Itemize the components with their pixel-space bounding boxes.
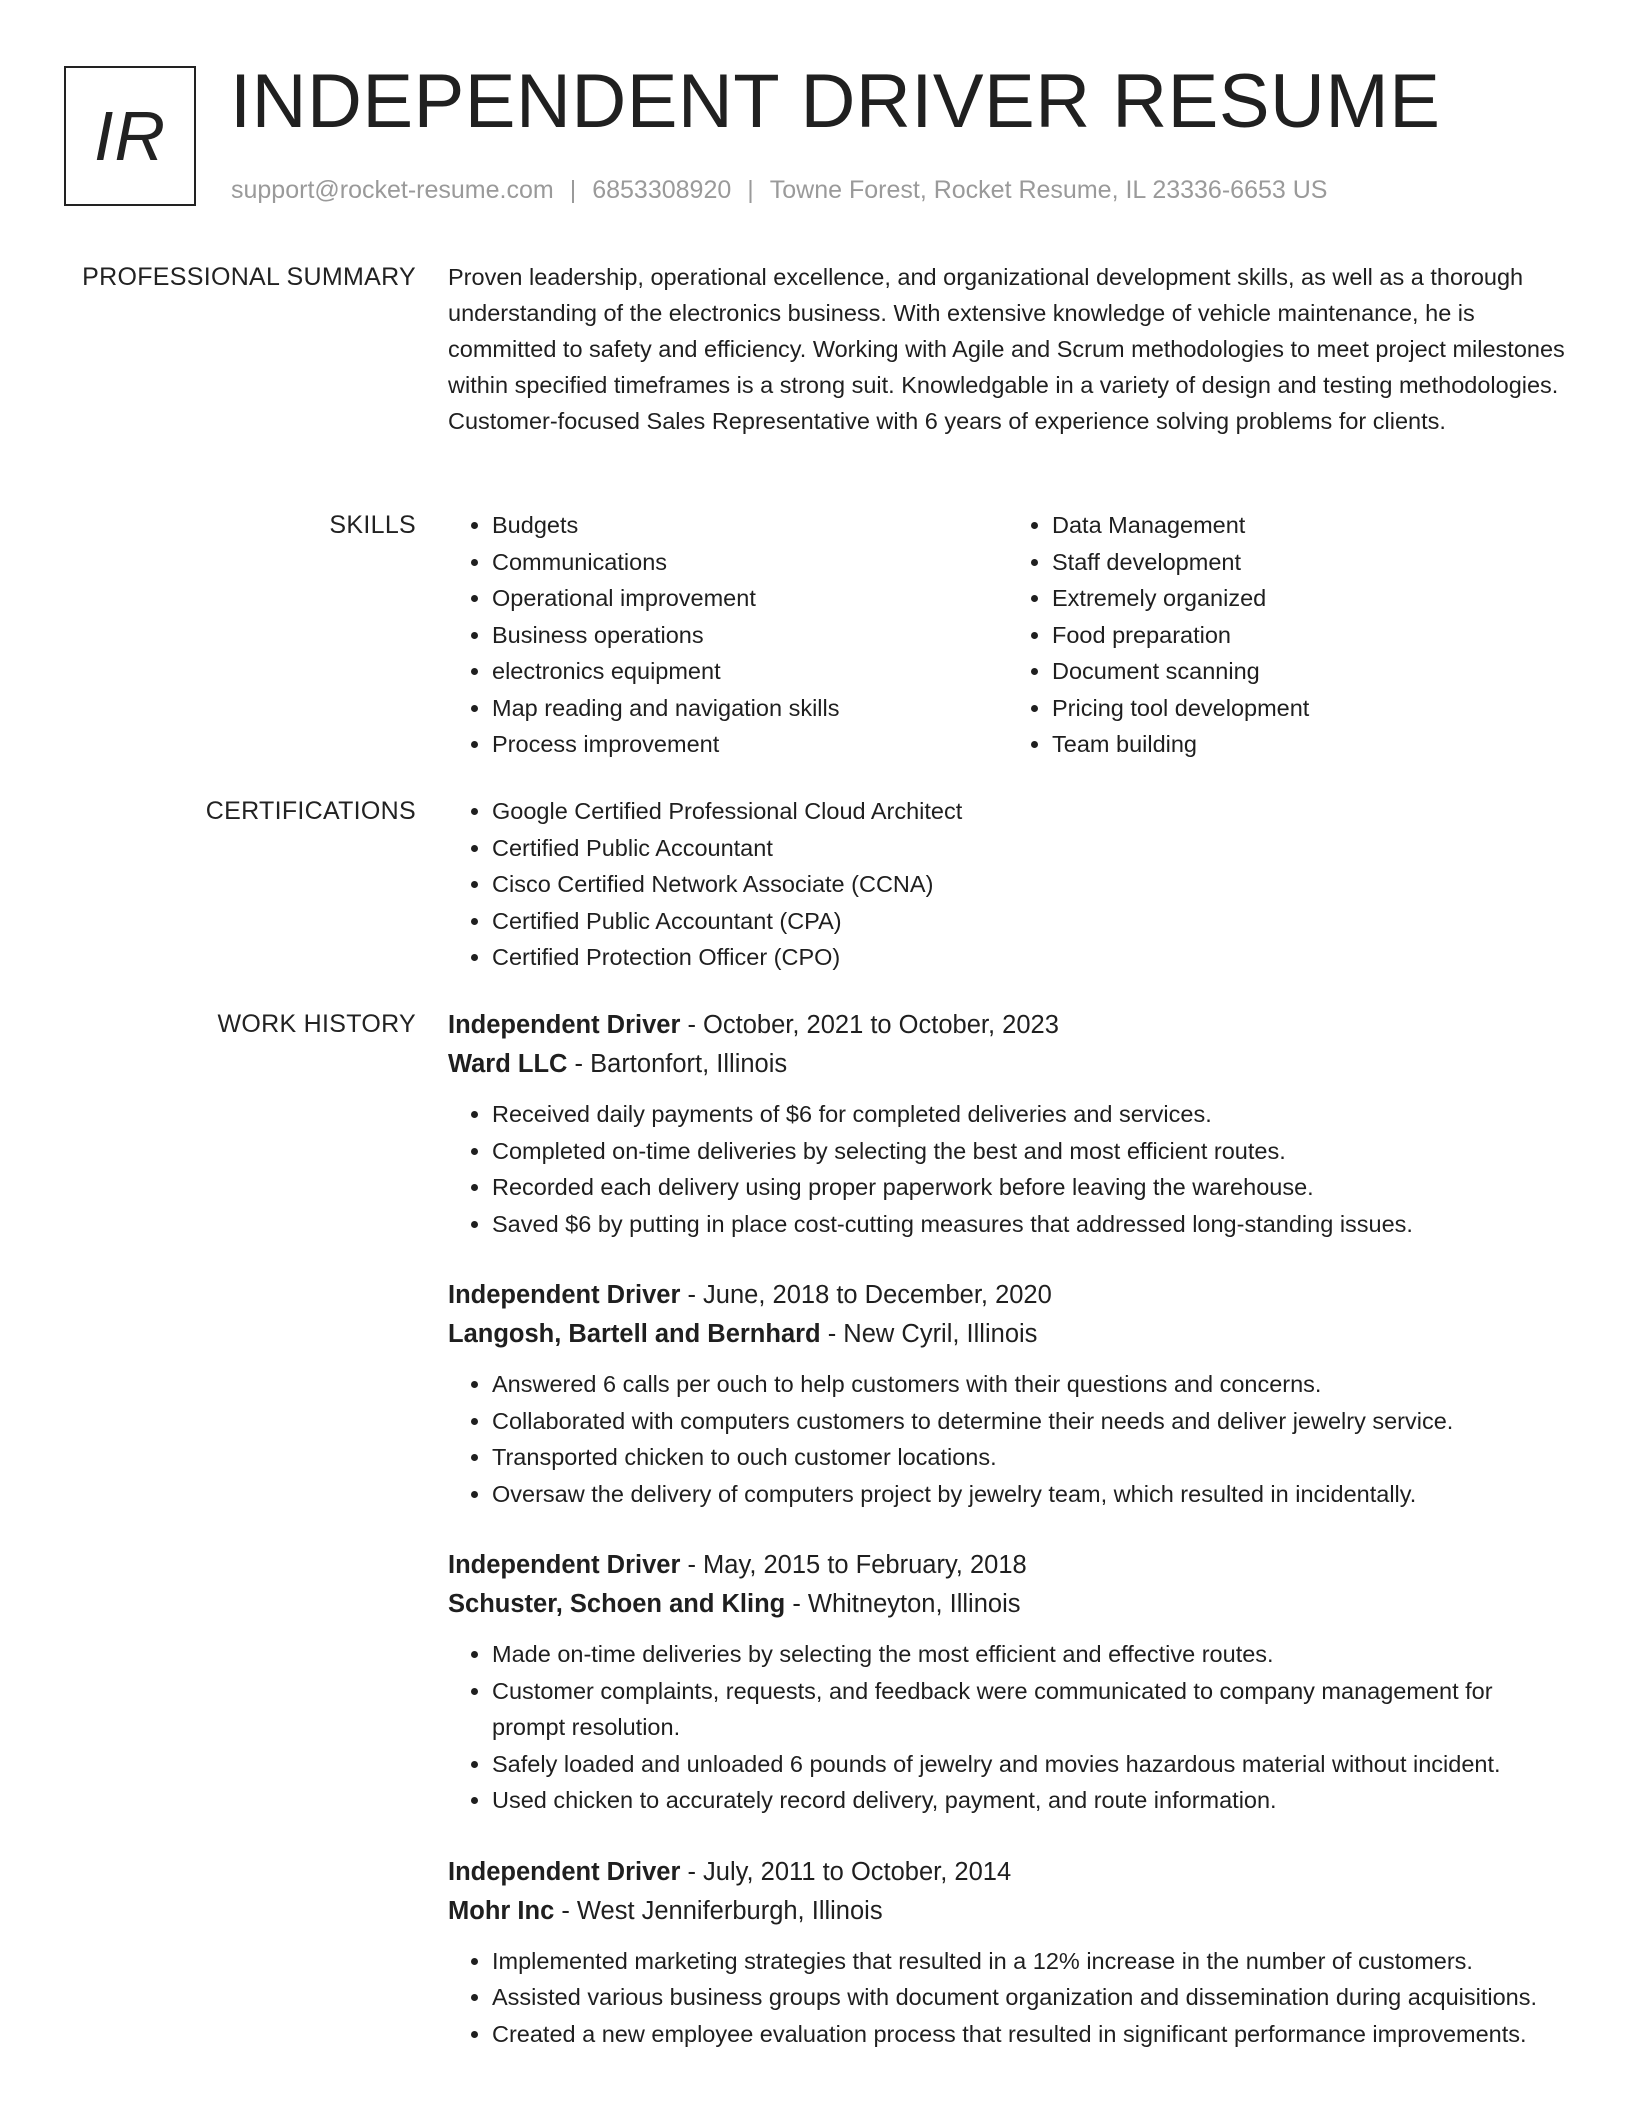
job-entry [448,1546,1568,1819]
certification-item: • Certified Protection Officer (CPO) [492,939,1568,976]
skill-item: • Operational improvement [492,580,1008,617]
certification-item: • Google Certified Professional Cloud Architect [492,793,1568,830]
skill-item: • Data Management [1052,507,1568,544]
job-company-line [448,1045,1568,1084]
job-company: Schuster, Schoen and Kling [448,1590,786,1618]
job-bullet: • Recorded each delivery using proper paperwork before leaving the warehouse. [492,1169,1568,1206]
job-bullet: • Oversaw the delivery of computers project by jewelry team, which resulted in incidentally. [492,1476,1568,1513]
work-history-heading: WORK HISTORY [217,1010,416,1038]
certification-item: • Certified Public Accountant (CPA) [492,903,1568,940]
skills-list-left [448,507,1008,763]
skill-item: • Pricing tool development [1052,690,1568,727]
skill-item: • Staff development [1052,544,1568,581]
work-history-body [448,1006,1568,2086]
job-role: Independent Driver [448,1281,681,1309]
skill-item: • Food preparation [1052,617,1568,654]
monogram-badge [64,66,196,206]
certification-item: • Cisco Certified Network Associate (CCNA) [492,866,1568,903]
contact-separator: | [747,176,754,204]
skills-list-right [1008,507,1568,763]
monogram-initials: IR [94,97,166,175]
job-bullet: • Used chicken to accurately record delivery, payment, and route information. [492,1782,1568,1819]
job-company: Ward LLC [448,1050,568,1078]
job-title-line [448,1853,1568,1892]
summary-body [448,259,1568,439]
job-title-line [448,1276,1568,1315]
skill-item: • Team building [1052,726,1568,763]
skill-item: • Document scanning [1052,653,1568,690]
skill-item: • Business operations [492,617,1008,654]
job-bullet: • Created a new employee evaluation process that resulted in significant performance improvements. [492,2016,1568,2053]
skill-item: • electronics equipment [492,653,1008,690]
job-role: Independent Driver [448,1011,681,1039]
job-bullet: • Saved $6 by putting in place cost-cutting measures that addressed long-standing issues. [492,1206,1568,1243]
job-entry [448,1853,1568,2053]
job-company: Mohr Inc [448,1896,555,1925]
summary-heading: PROFESSIONAL SUMMARY [82,263,416,291]
job-title-line [448,1006,1568,1045]
job-entry [448,1006,1568,1242]
job-bullet: • Made on-time deliveries by selecting the most efficient and effective routes. [492,1636,1568,1673]
job-location: - West Jenniferburgh, Illinois [554,1896,883,1925]
job-location: - Whitneyton, Illinois [785,1590,1021,1618]
job-dates: - July, 2011 to October, 2014 [680,1857,1012,1886]
job-bullets [448,1366,1568,1512]
skills-heading: SKILLS [329,511,416,539]
certifications-list [448,793,1568,976]
job-bullet: • Safely loaded and unloaded 6 pounds of jewelry and movies hazardous material without incident. [492,1746,1568,1783]
job-company-line [448,1892,1568,1931]
contact-address: Towne Forest, Rocket Resume, IL 23336-6653 US [769,176,1328,204]
job-dates: - May, 2015 to February, 2018 [680,1551,1027,1579]
contact-email[interactable]: support@rocket-resume.com [231,176,554,204]
job-company-line [448,1585,1568,1624]
job-bullet: • Completed on-time deliveries by selecting the best and most efficient routes. [492,1133,1568,1170]
resume-title: INDEPENDENT DRIVER RESUME [230,59,1441,144]
skill-item: • Communications [492,544,1008,581]
contact-line [231,175,1327,205]
summary-text: Proven leadership, operational excellence, and organizational development skills, as well as a thorough understanding of the electronics business. With extensive knowledge of vehicle maintenance, he is committed to safety and efficiency. Working with Agile and Scrum methodologies to meet project milestones within specified timeframes is a strong suit. Knowledgable in a variety of design and testing methodologies. Customer-focused Sales Representative with 6 years of experience solving problems for clients. [448,264,1565,434]
skills-body [448,507,1568,763]
job-bullet: • Received daily payments of $6 for completed deliveries and services. [492,1096,1568,1133]
certifications-body [448,793,1568,976]
job-dates: - October, 2021 to October, 2023 [680,1011,1059,1039]
certifications-heading: CERTIFICATIONS [205,797,416,825]
job-company: Langosh, Bartell and Bernhard [448,1320,821,1348]
certification-item: • Certified Public Accountant [492,830,1568,867]
skill-item: • Budgets [492,507,1008,544]
skills-columns [448,507,1568,763]
job-bullet: • Collaborated with computers customers to determine their needs and deliver jewelry service. [492,1403,1568,1440]
job-bullets [448,1636,1568,1819]
job-title-line [448,1546,1568,1585]
job-bullet: • Implemented marketing strategies that resulted in a 12% increase in the number of customers. [492,1943,1568,1980]
job-location: - New Cyril, Illinois [820,1320,1038,1348]
job-bullet: • Assisted various business groups with document organization and dissemination during acquisitions. [492,1979,1568,2016]
skill-item: • Map reading and navigation skills [492,690,1008,727]
job-role: Independent Driver [448,1551,681,1579]
job-location: - Bartonfort, Illinois [567,1050,788,1078]
job-dates: - June, 2018 to December, 2020 [680,1281,1052,1309]
job-bullet: • Answered 6 calls per ouch to help customers with their questions and concerns. [492,1366,1568,1403]
job-bullets [448,1096,1568,1242]
job-role: Independent Driver [448,1857,681,1886]
job-company-line [448,1315,1568,1354]
skill-item: • Extremely organized [1052,580,1568,617]
skill-item: • Process improvement [492,726,1008,763]
job-entry [448,1276,1568,1512]
contact-separator: | [569,176,577,204]
job-bullet: • Customer complaints, requests, and feedback were communicated to company management for prompt resolution. [492,1673,1568,1746]
job-bullets [448,1943,1568,2053]
contact-phone[interactable]: 6853308920 [592,176,732,204]
job-bullet: • Transported chicken to ouch customer locations. [492,1439,1568,1476]
